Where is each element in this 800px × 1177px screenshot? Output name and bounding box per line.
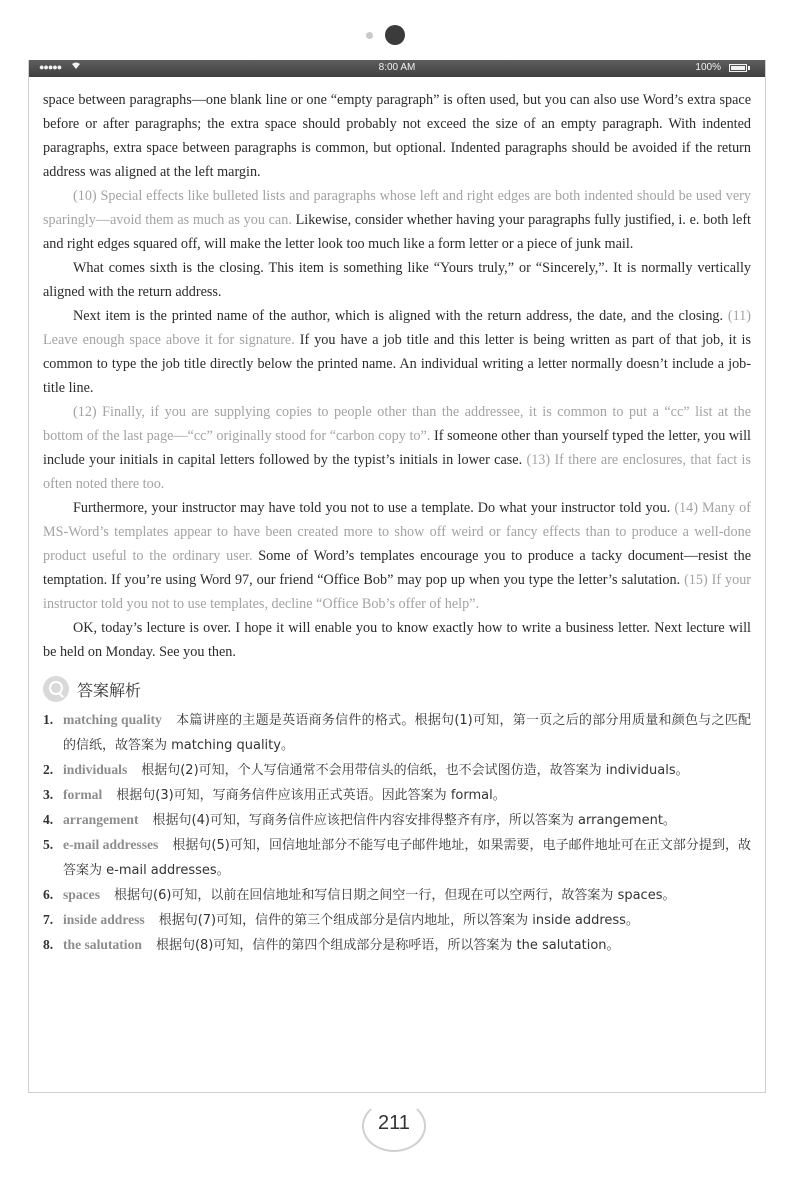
answer-key: the salutation bbox=[63, 937, 142, 952]
text-segment: Likewise, consider whether having your paragraphs fully justified, i. e. both left and right edges squared off, will make the letter look too much like a form letter or a piece of junk mail. bbox=[43, 212, 751, 252]
answer-key: individuals bbox=[63, 762, 128, 777]
answer-number: 1. bbox=[43, 712, 54, 727]
text-segment: If someone other than yourself typed the letter, you will include your initials in capital letters followed by the typist’s initials in lower case. bbox=[43, 428, 751, 468]
answer-explanation: 根据句(6)可知，以前在回信地址和写信日期之间空一行，但现在可以空两行，故答案为 spaces。 bbox=[114, 888, 676, 903]
status-time: 8:00 AM bbox=[378, 62, 416, 73]
answer-key: inside address bbox=[63, 912, 145, 927]
text-segment: If you have a job title and this letter is being written as part of that job, it is common to type the job title directly below the printed name. An individual writing a letter normally doesn’t include a job-title line. bbox=[43, 332, 751, 396]
tablet-screen bbox=[28, 60, 766, 1093]
device-camera-area bbox=[0, 24, 800, 48]
text-segment: Next item is the printed name of the author, which is aligned with the return address, the date, and the closing. bbox=[73, 308, 728, 324]
answer-body bbox=[63, 808, 751, 833]
answer-body bbox=[63, 883, 751, 908]
paragraph bbox=[43, 496, 751, 616]
answer-item bbox=[43, 783, 751, 808]
answer-number: 4. bbox=[43, 812, 54, 827]
paragraph bbox=[43, 616, 751, 664]
source-sentence: (11) Leave enough space above it for signature. bbox=[43, 308, 751, 348]
battery-icon bbox=[729, 64, 747, 72]
answer-item bbox=[43, 808, 751, 833]
answer-key: formal bbox=[63, 787, 103, 802]
answer-item bbox=[43, 883, 751, 908]
answer-number: 8. bbox=[43, 937, 54, 952]
answer-body bbox=[63, 783, 751, 808]
signal-strength: ●●●●● bbox=[39, 62, 62, 72]
text-segment: space between paragraphs—one blank line or one “empty paragraph” is often used, but you can also use Word’s extra space before or after paragraphs; the extra space should probably not exceed the size of an empty paragraph. With indented paragraphs, extra space between paragraphs is common, but optional. Indented paragraphs should be avoided if the return address was aligned at the left margin. bbox=[43, 92, 751, 180]
text-segment: What comes sixth is the closing. This item is something like “Yours truly,” or “Sincerely,”. It is normally vertically aligned with the return address. bbox=[43, 260, 751, 300]
answer-list bbox=[43, 708, 751, 958]
paragraph bbox=[43, 184, 751, 256]
paragraph bbox=[43, 400, 751, 496]
page-number-badge bbox=[362, 1100, 426, 1150]
text-segment: OK, today’s lecture is over. I hope it will enable you to know exactly how to write a business letter. Next lecture will be held on Monday. See you then. bbox=[43, 620, 751, 660]
answer-item bbox=[43, 908, 751, 933]
answers-title: 答案解析 bbox=[77, 681, 142, 700]
answer-number: 2. bbox=[43, 762, 54, 777]
answer-explanation: 根据句(7)可知，信件的第三个组成部分是信内地址，所以答案为 inside address。 bbox=[158, 913, 639, 928]
answer-item bbox=[43, 933, 751, 958]
answer-body bbox=[63, 908, 751, 933]
answer-item bbox=[43, 833, 751, 883]
source-sentence: (15) If your instructor told you not to use templates, decline “Office Bob’s offer of help”. bbox=[43, 572, 752, 612]
answer-number: 6. bbox=[43, 887, 54, 902]
answer-number: 7. bbox=[43, 912, 54, 927]
battery-percent: 100% bbox=[695, 62, 721, 73]
source-sentence: (10) Special effects like bulleted lists and paragraphs whose left and right edges are both indented should be used very sparingly—avoid them as much as you can. bbox=[43, 188, 751, 228]
text-segment: Furthermore, your instructor may have told you not to use a template. Do what your instructor told you. bbox=[73, 500, 675, 516]
sensor-dot bbox=[366, 32, 373, 39]
answer-item bbox=[43, 758, 751, 783]
lecture-text bbox=[43, 88, 751, 664]
magnifier-icon bbox=[43, 676, 69, 702]
camera-lens bbox=[385, 25, 405, 45]
page-content bbox=[43, 88, 751, 958]
source-sentence: (13) If there are enclosures, that fact is often noted there too. bbox=[43, 452, 752, 492]
answer-body bbox=[63, 833, 751, 883]
paragraph bbox=[43, 88, 751, 184]
battery-cap bbox=[748, 66, 750, 70]
page-number: 211 bbox=[378, 1112, 410, 1134]
answer-key: e-mail addresses bbox=[63, 837, 159, 852]
answers-section-header bbox=[43, 674, 751, 704]
answer-body bbox=[63, 708, 751, 758]
text-segment: Some of Word’s templates encourage you to produce a tacky document—resist the temptation. If you’re using Word 97, our friend “Office Bob” may pop up when you type the letter’s salutation. bbox=[43, 548, 752, 588]
answer-explanation: 根据句(3)可知，写商务信件应该用正式英语。因此答案为 formal。 bbox=[116, 788, 506, 803]
source-sentence: (12) Finally, if you are supplying copies to people other than the addressee, it is common to put a “cc” list at the bottom of the last page—“cc” originally stood for “carbon copy to”. bbox=[43, 404, 751, 444]
paragraph bbox=[43, 304, 751, 400]
answer-body bbox=[63, 758, 751, 783]
answer-explanation: 根据句(4)可知，写商务信件应该把信件内容安排得整齐有序，所以答案为 arrangement。 bbox=[152, 813, 676, 828]
answer-explanation: 根据句(2)可知，个人写信通常不会用带信头的信纸，也不会试图仿造，故答案为 individuals。 bbox=[141, 763, 689, 778]
answer-explanation: 根据句(8)可知，信件的第四个组成部分是称呼语，所以答案为 the salutation。 bbox=[155, 938, 620, 953]
answer-key: spaces bbox=[63, 887, 101, 902]
answer-explanation: 根据句(5)可知，回信地址部分不能写电子邮件地址，如果需要，电子邮件地址可在正文部分提到，故答案为 e-mail addresses。 bbox=[63, 838, 751, 878]
answer-key: arrangement bbox=[63, 812, 139, 827]
answer-number: 3. bbox=[43, 787, 54, 802]
answer-explanation: 本篇讲座的主题是英语商务信件的格式。根据句(1)可知，第一页之后的部分用质量和颜色与之匹配的信纸，故答案为 matching quality。 bbox=[63, 713, 751, 753]
answer-number: 5. bbox=[43, 837, 54, 852]
answer-item bbox=[43, 708, 751, 758]
status-bar bbox=[29, 60, 765, 77]
answer-body bbox=[63, 933, 751, 958]
answer-key: matching quality bbox=[63, 712, 162, 727]
source-sentence: (14) Many of MS-Word’s templates appear to have been created more to show off weird or fancy effects than to produce a well-done product useful to the ordinary user. bbox=[43, 500, 751, 564]
paragraph bbox=[43, 256, 751, 304]
